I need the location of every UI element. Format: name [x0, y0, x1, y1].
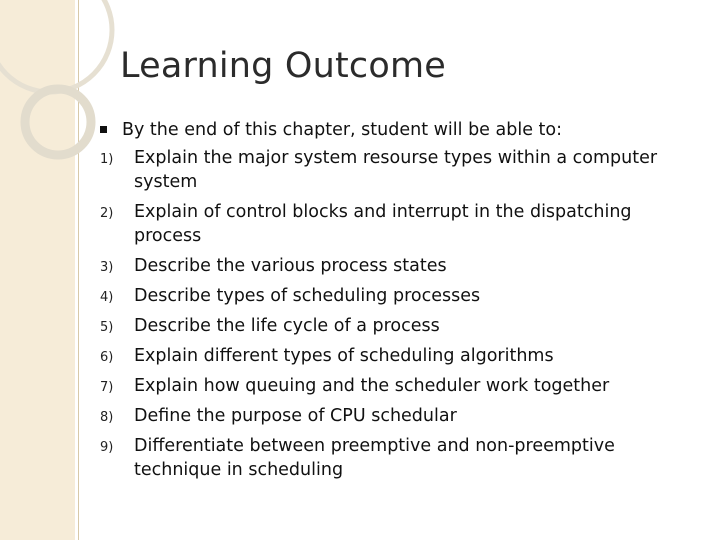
item-text: Describe the life cycle of a process: [134, 316, 440, 336]
item-number: 8): [100, 410, 114, 425]
item-number: 6): [100, 350, 114, 365]
list-item: [100, 434, 700, 482]
item-number: 2): [100, 206, 114, 221]
list-item: [100, 344, 700, 368]
item-text: Explain how queuing and the scheduler work together: [134, 376, 610, 396]
list-item: [100, 404, 700, 428]
item-text: Explain of control blocks and interrupt in the dispatching process: [134, 202, 632, 246]
list-item: [100, 254, 700, 278]
item-number: 1): [100, 152, 114, 167]
square-bullet-icon: [100, 126, 107, 133]
item-number: 4): [100, 290, 114, 305]
item-text: Differentiate between preemptive and non-preemptive technique in scheduling: [134, 436, 615, 480]
list-item: [100, 314, 700, 338]
item-text: Describe types of scheduling processes: [134, 286, 481, 306]
item-text: Explain different types of scheduling algorithms: [134, 346, 554, 366]
list-item: [100, 374, 700, 398]
list-item: [100, 200, 700, 248]
item-number: 7): [100, 380, 114, 395]
item-text: Define the purpose of CPU schedular: [134, 406, 457, 426]
item-text: Describe the various process states: [134, 256, 447, 276]
item-number: 3): [100, 260, 114, 275]
intro-text: By the end of this chapter, student will be able to:: [122, 120, 563, 140]
item-number: 5): [100, 320, 114, 335]
item-text: Explain the major system resourse types within a computer system: [134, 148, 658, 192]
slide-body: [100, 118, 700, 482]
list-item: [100, 146, 700, 194]
intro-line: [100, 118, 700, 142]
slide-title: Learning Outcome: [120, 46, 447, 86]
list-item: [100, 284, 700, 308]
outcome-list: [100, 146, 700, 482]
item-number: 9): [100, 440, 114, 455]
